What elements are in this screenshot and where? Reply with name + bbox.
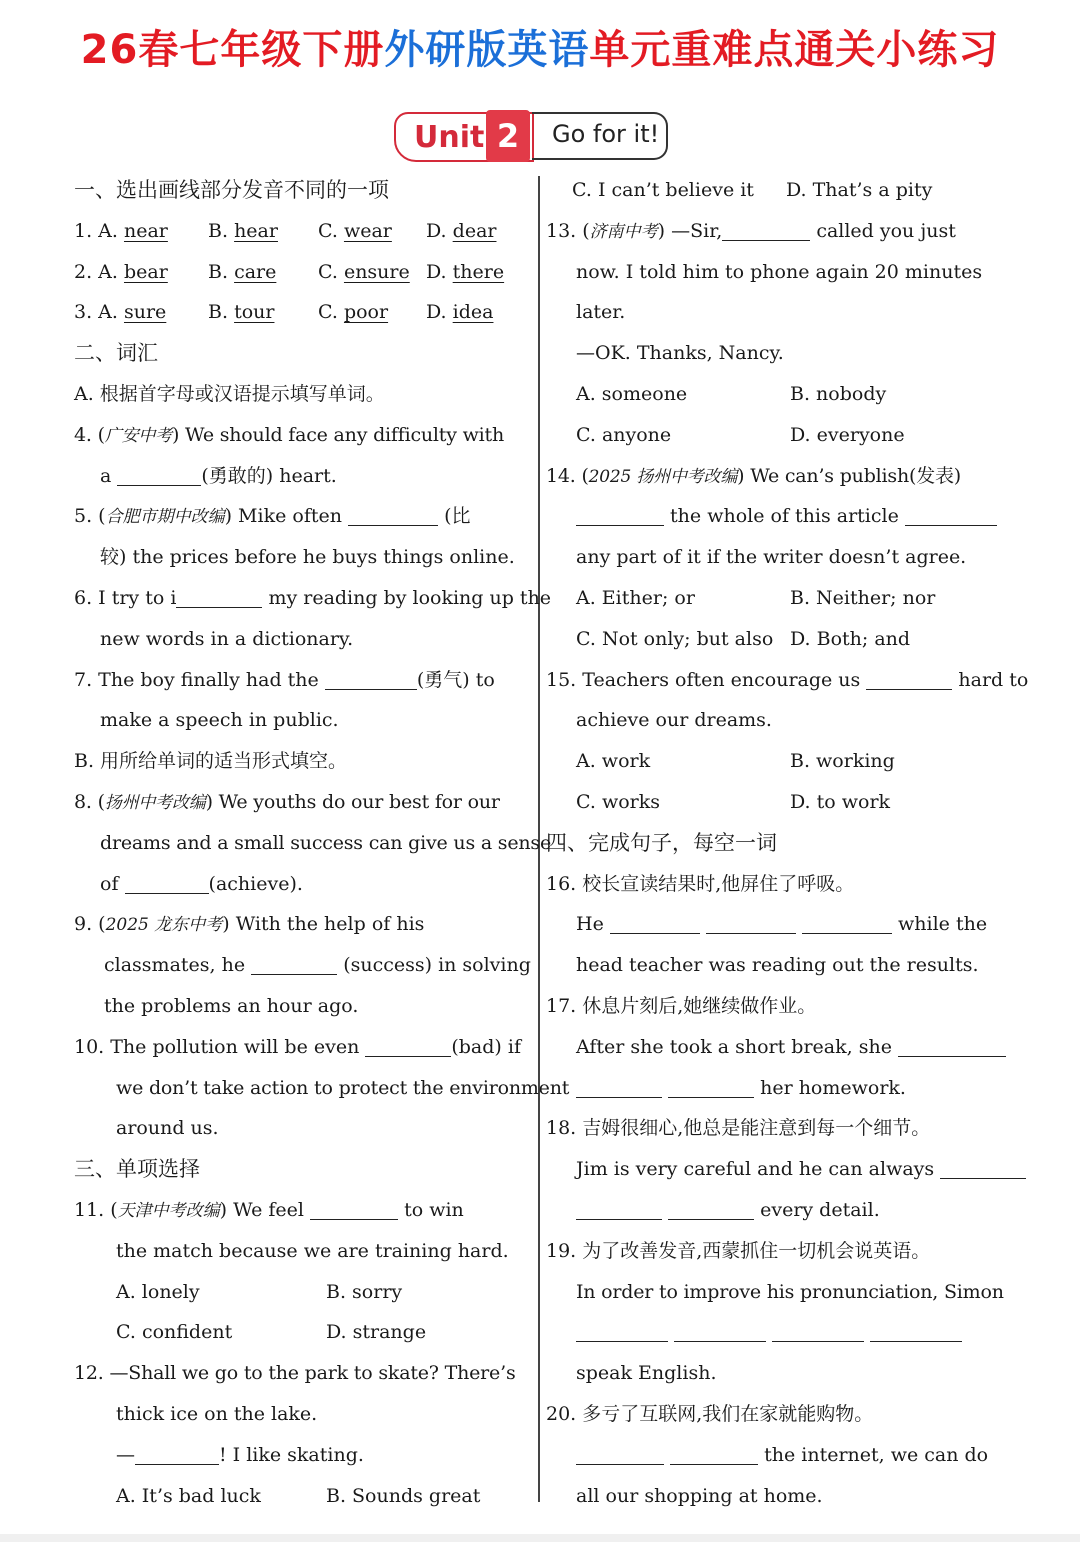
question-12-cont: — ! I like skating. [116,1443,364,1466]
option-b[interactable]: B. Sounds great [326,1484,481,1507]
section-heading: 三、单项选择 [74,1157,200,1182]
unit-title: Go for it! [552,120,660,148]
question-13-cont: now. I told him to phone again 20 minutes [576,260,983,283]
question-5-cont: 较) the prices before he buys things online. [100,546,515,569]
question-3: 3. A. sure B. tour C. poor D. idea [74,301,494,324]
answer-blank[interactable] [870,1319,962,1342]
option-a[interactable]: A. lonely [116,1280,200,1303]
subsection-heading: B. 用所给单词的适当形式填空。 [74,750,348,773]
question-19-cont [546,1312,1008,1353]
question-8-cont: dreams and a small success can give us a sense [100,831,552,854]
question-13-options [546,415,1008,456]
unit-label: Unit [414,120,485,155]
question-11-options [74,1312,530,1353]
answer-blank[interactable] [117,463,201,486]
option-d[interactable]: D. Both; and [790,627,911,650]
section-heading: 四、完成句子，每空一词 [546,830,777,855]
question-6: 6. I try to i my reading by looking up the [74,586,552,609]
section-heading: 一、选出画线部分发音不同的一项 [74,178,389,202]
answer-blank[interactable] [940,1156,1026,1179]
question-8: 8. (扬州中考改编) We youths do our best for our [74,790,500,813]
option-d[interactable]: D. everyone [790,423,905,446]
question-9-cont: the problems an hour ago. [104,994,359,1017]
option-b[interactable]: B. working [790,750,895,773]
answer-blank[interactable] [576,1075,662,1098]
answer-blank[interactable] [668,1075,754,1098]
question-13-cont: —OK. Thanks, Nancy. [576,342,784,365]
question-2: 2. A. bear B. care C. ensure D. there [74,260,505,283]
answer-blank[interactable] [348,503,438,526]
option-a[interactable]: A. someone [576,382,688,405]
question-19: 19. 为了改善发音,西蒙抓住一切机会说英语。 [546,1239,931,1262]
question-7: 7. The boy finally had the (勇气) to [74,668,495,691]
question-15: 15. Teachers often encourage us hard to [546,668,1029,691]
option-d[interactable]: D. strange [326,1321,427,1344]
question-14: 14. (2025 扬州中考改编) We can’s publish(发表) [546,464,962,487]
question-13-cont: later. [576,301,626,324]
question-15-options [546,782,1008,823]
question-10: 10. The pollution will be even (bad) if [74,1035,521,1058]
question-16-cont: He while the [576,913,988,936]
question-4: 4. (广安中考) We should face any difficulty with [74,423,505,446]
right-column [546,170,1029,1516]
question-17: 17. 休息片刻后,她继续做作业。 [546,994,817,1017]
question-5: 5. (合肥市期中改编) Mike often (比 [74,505,471,528]
option-d[interactable]: D. to work [790,790,891,813]
question-18-cont: Jim is very careful and he can always [546,1149,1008,1190]
question-15-cont: achieve our dreams. [576,709,772,732]
question-13: 13. (济南中考) —Sir, called you just [546,219,956,242]
question-14-options [546,619,1008,660]
option-b[interactable]: B. nobody [790,382,887,405]
option-a[interactable]: A. It’s bad luck [116,1484,261,1507]
question-19-cont: In order to improve his pronunciation, Simon [576,1280,1004,1303]
option-a[interactable]: A. work [576,750,651,773]
answer-blank[interactable] [251,952,337,975]
question-14-cont: any part of it if the writer doesn’t agree. [576,546,967,569]
answer-blank[interactable] [576,503,664,526]
question-8-cont: of (achieve). [100,872,303,895]
question-10-cont: around us. [116,1117,219,1140]
option-a[interactable]: A. Either; or [576,586,695,609]
section-heading: 二、词汇 [74,341,158,366]
answer-blank[interactable] [706,911,796,934]
question-17-cont: her homework. [546,1068,1008,1109]
answer-blank[interactable] [176,585,262,608]
option-c[interactable]: C. I can’t believe it [572,179,754,201]
answer-blank[interactable] [365,1034,451,1057]
page-title: 26春七年级下册外研版英语单元重难点通关小练习 [80,27,1000,73]
question-14-cont: the whole of this article [546,496,1008,537]
question-12: 12. —Shall we go to the park to skate? There’s [74,1362,516,1385]
answer-blank[interactable] [670,1442,758,1465]
answer-blank[interactable] [576,1442,664,1465]
answer-blank[interactable] [866,667,952,690]
answer-blank[interactable] [576,1197,662,1220]
option-c[interactable]: C. works [576,790,660,813]
answer-blank[interactable] [905,503,997,526]
question-1: 1. A. near B. hear C. wear D. dear [74,219,497,242]
question-17-cont: After she took a short break, she [546,1027,1008,1068]
question-11: 11. (天津中考改编) We feel to win [74,1198,464,1221]
question-16: 16. 校长宣读结果时,他屏住了呼吸。 [546,872,855,895]
option-c[interactable]: C. Not only; but also [576,627,774,650]
question-13-options [546,374,1008,415]
question-12-options [546,170,1008,211]
left-column [74,170,570,1516]
question-11-options [74,1272,530,1313]
answer-blank[interactable] [610,911,700,934]
unit-number: 2 [486,110,530,162]
answer-blank[interactable] [772,1319,864,1342]
option-c[interactable]: C. confident [116,1321,233,1344]
answer-blank[interactable] [674,1319,766,1342]
question-20: 20. 多亏了互联网,我们在家就能购物。 [546,1402,874,1425]
question-9: 9. (2025 龙东中考) With the help of his [74,913,425,936]
question-12-options [74,1476,530,1517]
unit-badge [394,108,674,166]
answer-blank[interactable] [325,667,417,690]
page-footer [0,1534,1080,1542]
question-14-options [546,578,1008,619]
question-11-cont: the match because we are training hard. [116,1239,509,1262]
question-20-cont: all our shopping at home. [576,1484,823,1507]
question-20-cont: the internet, we can do [546,1435,1008,1476]
answer-blank[interactable] [802,911,892,934]
question-16-cont: head teacher was reading out the results. [576,954,979,977]
option-c[interactable]: C. anyone [576,423,672,446]
answer-blank[interactable] [898,1034,1006,1057]
question-6-cont: new words in a dictionary. [100,627,354,650]
answer-blank[interactable] [125,871,209,894]
option-d[interactable]: D. That’s a pity [786,179,933,201]
question-9-cont: classmates, he (success) in solving [104,954,531,977]
question-18-cont: every detail. [546,1190,1008,1231]
question-15-options [546,741,1008,782]
answer-blank[interactable] [310,1197,398,1220]
answer-blank[interactable] [135,1442,219,1465]
question-12-cont: thick ice on the lake. [116,1402,318,1425]
answer-blank[interactable] [722,218,810,241]
answer-blank[interactable] [576,1319,668,1342]
question-19-cont: speak English. [576,1362,717,1385]
option-b[interactable]: B. sorry [326,1280,403,1303]
answer-blank[interactable] [668,1197,754,1220]
question-10-cont: we don’t take action to protect the environment [116,1076,570,1099]
subsection-heading: A. 根据首字母或汉语提示填写单词。 [74,382,385,405]
option-b[interactable]: B. Neither; nor [790,586,936,609]
question-18: 18. 吉姆很细心,他总是能注意到每一个细节。 [546,1117,931,1140]
question-4-cont: a (勇敢的) heart. [100,464,337,487]
question-7-cont: make a speech in public. [100,709,339,732]
